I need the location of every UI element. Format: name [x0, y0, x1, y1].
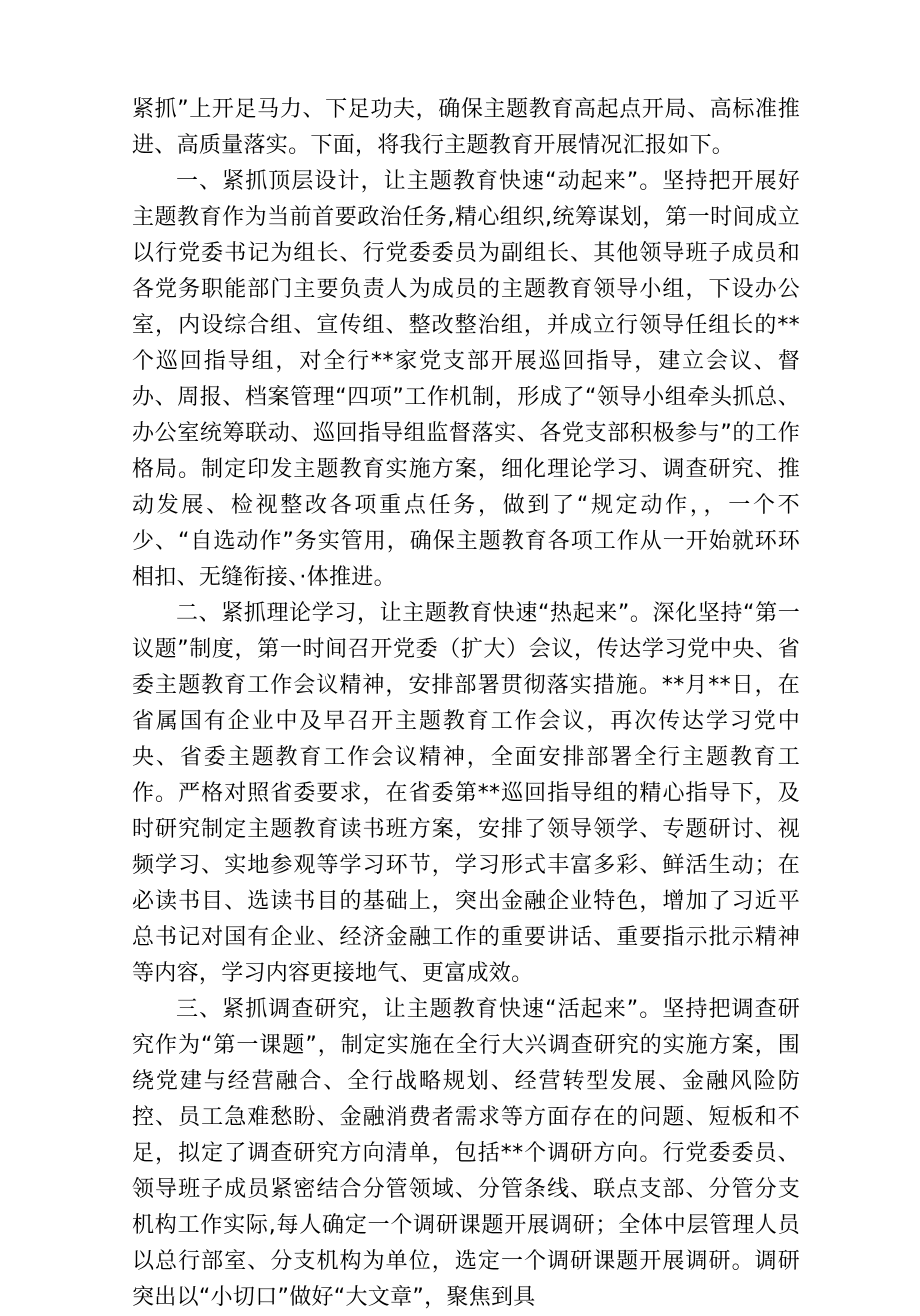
paragraph-intro-continuation: 紧抓”上开足马力、下足功夫，确保主题教育高起点开局、高标准推进、高质量落实。下面，将我行主题教育开展情况汇报如下。 [132, 97, 800, 158]
paragraph-section-3: 三、紧抓调查研究，让主题教育快速“活起来”。坚持把调查研究作为“第一课题”，制定实施在全行大兴调查研究的实施方案，围绕党建与经营融合、全行战略规划、经营转型发展、金融风险防控、员工急难愁盼、金融消费者需求等方面存在的问题、短板和不足，拟定了调查研究方向清单，包括**个调研方向。行党委委员、领导班子成员紧密结合分管领域、分管条线、联点支部、分管分支机构工作实际,每人确定一个调研课题开展调研；全体中层管理人员以总行部室、分支机构为单位，选定一个调研课题开展调研。调研突出以“小切口”做好“大文章”，聚焦到具 [132, 997, 800, 1310]
paragraph-section-2: 二、紧抓理论学习，让主题教育快速“热起来”。深化坚持“第一议题”制度，第一时间召开党委（扩大）会议，传达学习党中央、省委主题教育工作会议精神，安排部署贯彻落实措施。**月**日，在省属国有企业中及早召开主题教育工作会议，再次传达学习党中央、省委主题教育工作会议精神，全面安排部署全行主题教育工作。严格对照省委要求，在省委第**巡回指导组的精心指导下，及时研究制定主题教育读书班方案，安排了领导领学、专题研讨、视频学习、实地参观等学习环节，学习形式丰富多彩、鲜活生动；在必读书目、选读书目的基础上，突出金融企业特色，增加了习近平总书记对国有企业、经济金融工作的重要讲话、重要指示批示精神等内容，学习内容更接地气、更富成效。 [132, 601, 800, 986]
document-page [132, 92, 800, 1316]
paragraph-section-1: 一、紧抓顶层设计，让主题教育快速“动起来”。坚持把开展好主题教育作为当前首要政治任务,精心组织,统筹谋划，第一时间成立以行党委书记为组长、行党委委员为副组长、其他领导班子成员和各党务职能部门主要负责人为成员的主题教育领导小组，下设办公室，内设综合组、宣传组、整改整治组，并成立行领导任组长的**个巡回指导组，对全行**家党支部开展巡回指导，建立会议、督办、周报、档案管理“四项”工作机制，形成了“领导小组牵头抓总、办公室统筹联动、巡回指导组监督落实、各党支部积极参与”的工作格局。制定印发主题教育实施方案，细化理论学习、调查研究、推动发展、检视整改各项重点任务，做到了“规定动作，，一个不少、“自选动作”务实管用，确保主题教育各项工作从一开始就环环相扣、无缝衔接、·体推进。 [132, 169, 800, 590]
